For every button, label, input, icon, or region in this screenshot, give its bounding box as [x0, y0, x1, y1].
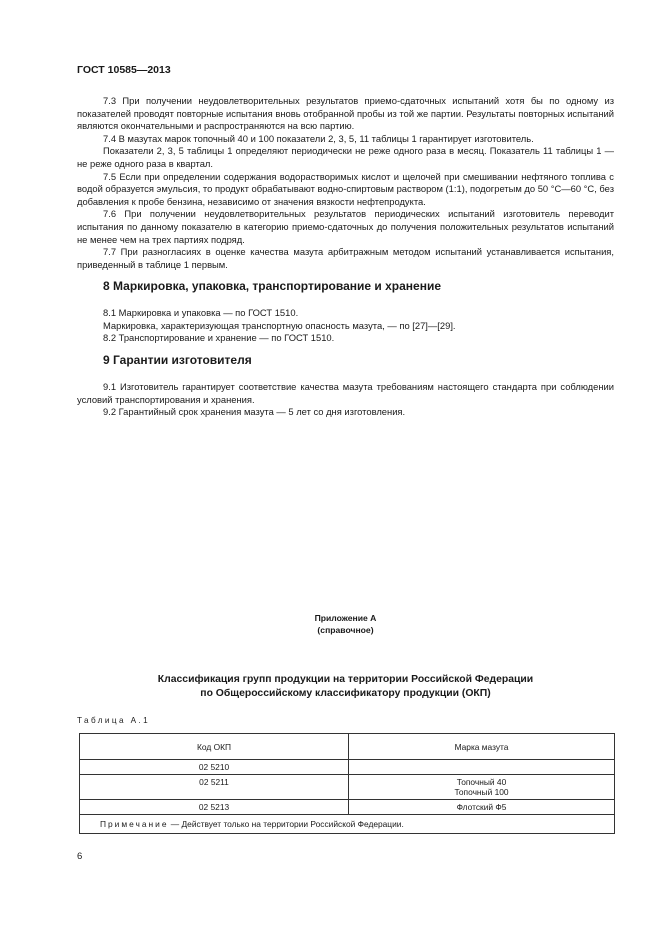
cell-mark	[349, 760, 615, 775]
paragraph-9-2: 9.2 Гарантийный срок хранения мазута — 5 лет со дня изготовления.	[103, 406, 406, 418]
paragraph-7-3: 7.3 При получении неудовлетворительных результатов приемо-сдаточных испытаний хотя бы по одному из показателей проводят повторные испытания вновь отобранной пробы из той же партии. Результаты повторных испытаний являются окончательными и распространяются на всю партию.	[77, 95, 614, 132]
table-row	[80, 800, 615, 815]
classification-heading-line1: Классификация групп продукции на территории Российской Федерации	[157, 674, 534, 685]
table-row	[80, 775, 615, 800]
appendix-subtitle: (справочное)	[317, 625, 374, 635]
paragraph-7-7: 7.7 При разногласиях в оценке качества мазута арбитражным методом испытаний устанавливается испытания, приведенный в таблице 1 первым.	[77, 246, 614, 270]
paragraph-9-1: 9.1 Изготовитель гарантирует соответствие качества мазута требованиям настоящего стандарта при соблюдении условий транспортирования и хранения.	[77, 381, 614, 405]
section-9-heading: 9 Гарантии изготовителя	[103, 352, 252, 367]
mark-line: Топочный 100	[454, 787, 509, 797]
classification-heading	[77, 673, 614, 701]
paragraph-8-2: 8.2 Транспортирование и хранение — по ГОСТ 1510.	[103, 332, 335, 344]
cell-code: 02 5211	[80, 775, 349, 800]
page-number: 6	[77, 851, 83, 862]
cell-mark	[349, 775, 615, 800]
table-header-row	[80, 734, 615, 760]
paragraph-7-6: 7.6 При получении неудовлетворительных результатов периодических испытаний изготовитель переводит испытания по данному показателю в категорию приемо-сдаточных до получения положительных результатов испытаний не менее чем на трех партиях подряд.	[77, 208, 614, 245]
document-header: ГОСТ 10585—2013	[77, 64, 171, 76]
table-row	[80, 760, 615, 775]
paragraph-8-1-continued: Маркировка, характеризующая транспортную опасность мазута, — по [27]—[29].	[103, 319, 456, 331]
column-header-code: Код ОКП	[80, 734, 349, 760]
cell-code: 02 5213	[80, 800, 349, 815]
paragraph-8-1: 8.1 Маркировка и упаковка — по ГОСТ 1510.	[103, 306, 299, 318]
table-note-row	[80, 815, 615, 834]
paragraph-7-4-continued: Показатели 2, 3, 5 таблицы 1 определяют периодически не реже одного раза в месяц. Показатель 11 таблицы 1 — не реже одного раза в квартал.	[77, 145, 614, 169]
paragraph-7-5: 7.5 Если при определении содержания водорастворимых кислот и щелочей при смешивании нефтяного топлива с водой образуется эмульсия, то продукт обрабатывают водно-спиртовым раствором (1:1), подогретым до 50 °С—60 °С, без добавления к пробе бензина, независимо от значения вязкости нефтепродукта.	[77, 170, 614, 207]
cell-mark	[349, 800, 615, 815]
column-header-mark: Марка мазута	[349, 734, 615, 760]
note-text: — Действует только на территории Российской Федерации.	[168, 819, 404, 829]
document-body	[77, 95, 614, 419]
mark-line: Топочный 40	[456, 777, 507, 787]
cell-code: 02 5210	[80, 760, 349, 775]
mark-line: Флотский Ф5	[456, 802, 507, 812]
classification-heading-line2: по Общероссийскому классификатору продукции (ОКП)	[200, 688, 491, 699]
note-label: Примечание	[100, 819, 169, 829]
table-caption: Таблица А.1	[77, 716, 151, 725]
appendix-title: Приложение А	[314, 613, 377, 623]
okp-table	[79, 733, 615, 834]
paragraph-7-4: 7.4 В мазутах марок топочный 40 и 100 показатели 2, 3, 5, 11 таблицы 1 гарантирует изготовитель.	[103, 132, 534, 144]
section-8-heading: 8 Маркировка, упаковка, транспортирование и хранение	[103, 279, 442, 294]
table-note	[80, 815, 615, 834]
